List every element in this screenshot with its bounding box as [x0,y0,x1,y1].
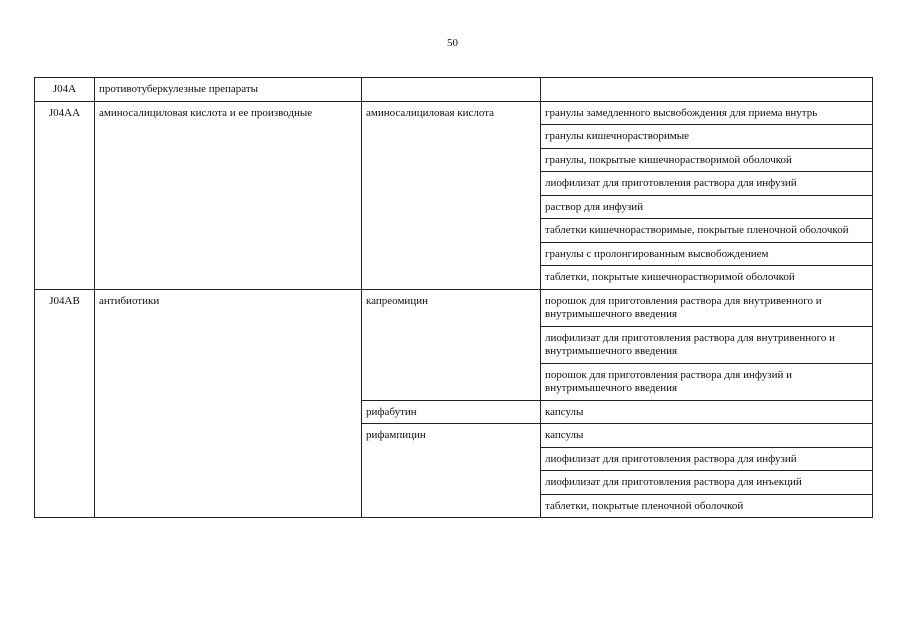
group-name-cell: противотуберкулезные препараты [95,78,362,102]
dosage-form-cell: лиофилизат для приготовления раствора для инъекций [541,471,873,495]
dosage-form-cell: гранулы, покрытые кишечнорастворимой оболочкой [541,148,873,172]
drug-name-cell: аминосалициловая кислота [362,101,541,289]
dosage-form-cell: гранулы с пролонгированным высвобождением [541,242,873,266]
table-row [35,289,873,326]
page-number: 50 [447,37,458,49]
drug-name-cell: рифампицин [362,424,541,518]
dosage-form-cell: гранулы кишечнорастворимые [541,125,873,149]
dosage-form-cell: гранулы замедленного высвобождения для приема внутрь [541,101,873,125]
dosage-form-cell: капсулы [541,400,873,424]
dosage-form-cell: таблетки, покрытые кишечнорастворимой оболочкой [541,266,873,290]
atc-code-cell: J04AB [35,289,95,518]
dosage-form-cell: лиофилизат для приготовления раствора для внутривенного и внутримышечного введения [541,326,873,363]
drug-classification-table [34,77,873,518]
group-name-cell: аминосалициловая кислота и ее производные [95,101,362,289]
dosage-form-cell: порошок для приготовления раствора для внутривенного и внутримышечного введения [541,289,873,326]
dosage-form-cell [541,78,873,102]
dosage-form-cell: таблетки кишечнорастворимые, покрытые пленочной оболочкой [541,219,873,243]
table-row-header [35,78,873,102]
dosage-form-cell: капсулы [541,424,873,448]
drug-name-cell: рифабутин [362,400,541,424]
atc-code-cell: J04A [35,78,95,102]
drug-name-cell [362,78,541,102]
dosage-form-cell: порошок для приготовления раствора для инфузий и внутримышечного введения [541,363,873,400]
table-row [35,101,873,125]
dosage-form-cell: лиофилизат для приготовления раствора для инфузий [541,172,873,196]
group-name-cell: антибиотики [95,289,362,518]
dosage-form-cell: таблетки, покрытые пленочной оболочкой [541,494,873,518]
table-body [35,78,873,518]
drug-name-cell: капреомицин [362,289,541,400]
dosage-form-cell: лиофилизат для приготовления раствора для инфузий [541,447,873,471]
atc-code-cell: J04AA [35,101,95,289]
dosage-form-cell: раствор для инфузий [541,195,873,219]
